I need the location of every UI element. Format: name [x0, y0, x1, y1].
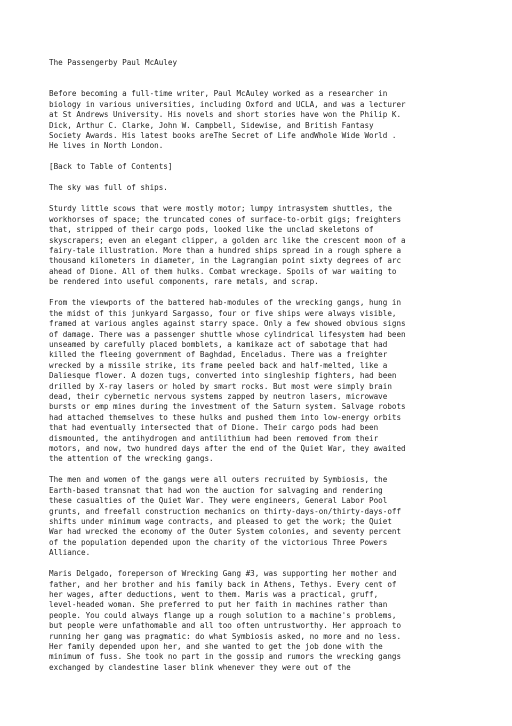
story-paragraph: From the viewports of the battered hab-modules of the wrecking gangs, hung in the midst of this junkyard Sargasso, four or five ships were always visible, framed at various angles against starry space. Only a few showed obvious signs of damage. There was a passenger shuttle whose cylindrical lifesystem had been unseamed by carefully placed bomblets, a kamikaze act of sabotage that had killed the fleeing government of Baghdad, Enceladus. There was a freighter wrecked by a missile strike, its frame peeled back and half-melted, like a Daliesque flower. A dozen tugs, converted into singleship fighters, had been drilled by X-ray lasers or holed by smart rocks. But most were simply brain dead, their cybernetic nervous systems zapped by neutron lasers, microwave bursts or emp mines during the investment of the Saturn system. Salvage robots had attached themselves to these hulks and pushed them into low-energy orbits that had eventually intersected that of Dione. Their cargo pods had been dismounted, the antihydrogen and antilithium had been removed from their motors, and now, two hundred days after the end of the Quiet War, they awaited the attention of the wrecking gangs.: [49, 298, 406, 464]
story-paragraph: Sturdy little scows that were mostly motor; lumpy intrasystem shuttles, the workhorses of space; the truncated cones of surface-to-orbit gigs; freighters that, stripped of their cargo pods, looked like the unclad skeletons of skyscrapers; even an elegant clipper, a golden arc like the crescent moon of a fairy-tale illustration. More than a hundred ships spread in a rough sphere a thousand kilometers in diameter, in the Lagrangian point sixty degrees of arc ahead of Dione. All of them hulks. Combat wreckage. Spoils of war waiting to be rendered into useful components, rare metals, and scrap.: [49, 204, 406, 287]
story-paragraph: The sky was full of ships.: [49, 183, 168, 193]
story-paragraph: The men and women of the gangs were all outers recruited by Symbiosis, the Earth-based transnat that had won the auction for salvaging and rendering these casualties of the Quiet War. They were engineers, General Labor Pool grunts, and freefall construction mechanics on thirty-days-on/thirty-days-off shifts under minimum wage contracts, and pleased to get the work; the Quiet War had wrecked the economy of the Outer System colonies, and seventy percent of the population depended upon the charity of the victorious Three Powers Alliance.: [49, 475, 402, 558]
story-paragraph: Maris Delgado, foreperson of Wrecking Gang #3, was supporting her mother and father, and her brother and his family back in Athens, Tethys. Every cent of her wages, after deductions, went to them. Maris was a practical, gruff, level-headed woman. She preferred to put her faith in machines rather than people. You could always flange up a rough solution to a machine's problems, but people were unfathomable and all too often untrustworthy. Her approach to running her gang was pragmatic: do what Symbiosis asked, no more and no less. Her family depended upon her, and she wanted to get the job done with the minimum of fuss. She took no part in the gossip and rumors the wrecking gangs exchanged by clandestine laser blink whenever they were out of the: [49, 569, 402, 672]
back-to-contents-link[interactable]: [Back to Table of Contents]: [49, 162, 173, 172]
author-bio-paragraph: Before becoming a full-time writer, Paul McAuley worked as a researcher in biology in various universities, including Oxford and UCLA, and was a lecturer at St Andrews University. His novels and short stories have won the Philip K. Dick, Arthur C. Clarke, John W. Campbell, Sidewise, and British Fantasy Society Awards. His latest books areThe Secret of Life andWhole Wide World . He lives in North London.: [49, 89, 406, 151]
document-title: The Passengerby Paul McAuley: [49, 58, 178, 67]
document-page: [49, 58, 479, 684]
